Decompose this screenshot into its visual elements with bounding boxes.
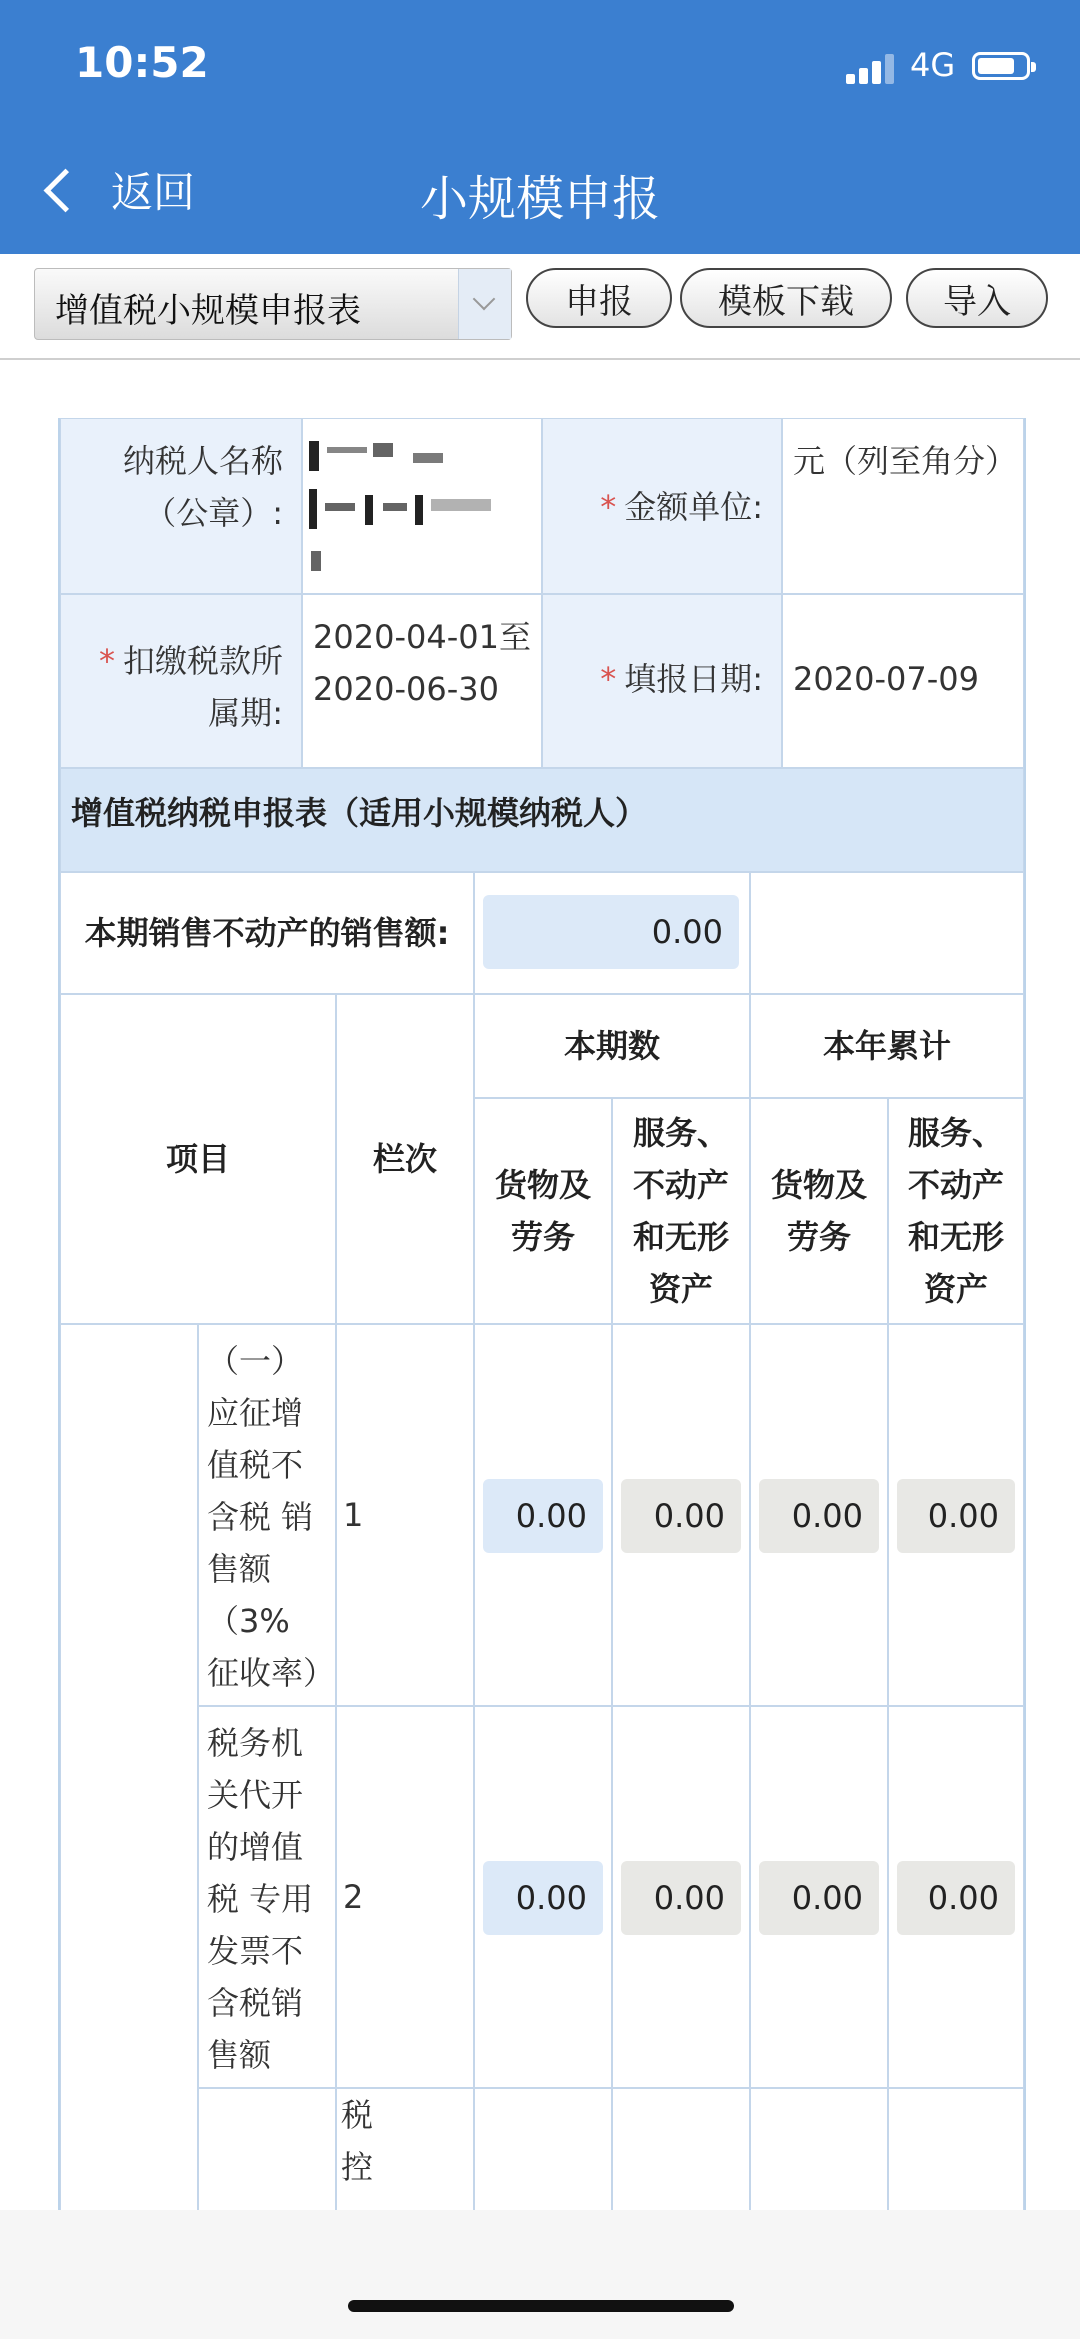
period-value: 2020-04-01至2020-06-30 [302,594,542,768]
row-1-ytd-goods-value: 0.00 [759,1479,879,1553]
row-1-cell-4 [888,1324,1024,1706]
row-1-cur-goods-input[interactable]: 0.00 [483,1479,603,1553]
home-indicator[interactable] [348,2300,734,2312]
toolbar [0,254,1080,360]
row-1-cur-services-value: 0.00 [621,1479,741,1553]
row-3-line-pad [374,2088,474,2210]
back-label: 返回 [111,168,196,217]
row-1-ytd-services-value: 0.00 [897,1479,1015,1553]
form-type-select[interactable] [34,268,512,340]
header-cur-goods: 货物及劳务 [474,1098,612,1324]
empty-cell [750,872,1024,994]
row-2-item: 税务机关代开的增值税 专用发票不含税销售额 [198,1706,336,2088]
row-1-line: 1 [336,1324,474,1706]
declare-button[interactable]: 申报 [526,268,672,328]
status-time: 10:52 [75,38,209,87]
row-2-cell-2 [612,1706,750,2088]
header-current-period: 本期数 [474,994,750,1098]
header-ytd-services: 服务、不动产和无形资产 [888,1098,1024,1324]
header-line: 栏次 [336,994,474,1324]
bottom-bar [0,2210,1080,2339]
row-3-cell-1 [474,2088,612,2210]
row-3-cell-4 [888,2088,1024,2210]
row-3-item [198,2088,336,2210]
amount-unit-label: * 金额单位: [542,418,782,594]
template-download-button[interactable]: 模板下载 [680,268,892,328]
real-estate-sales-cell [474,872,750,994]
section-title: 增值税纳税申报表（适用小规模纳税人） [60,768,1024,872]
network-type: 4G [910,46,956,84]
top-bar [0,0,1080,254]
page-title: 小规模申报 [419,171,660,227]
group-column [60,1324,198,2210]
row-1-cell-2 [612,1324,750,1706]
dropdown-arrow-icon[interactable] [458,269,511,339]
real-estate-sales-label: 本期销售不动产的销售额: [60,872,474,994]
period-label: * 扣缴税款所属期: [60,594,302,768]
row-2-cur-services-value: 0.00 [621,1861,741,1935]
form-type-value: 增值税小规模申报表 [55,291,361,331]
fill-date-label: * 填报日期: [542,594,782,768]
row-3-line: 税控 [336,2088,376,2210]
row-1-item: （一）应征增值税不含税 销售额（3% 征收率） [198,1324,336,1706]
real-estate-sales-input[interactable]: 0.00 [483,895,739,969]
row-2-cur-goods-input[interactable]: 0.00 [483,1861,603,1935]
row-1-cell-1 [474,1324,612,1706]
row-2-cell-4 [888,1706,1024,2088]
import-button[interactable]: 导入 [906,268,1048,328]
row-2-ytd-goods-value: 0.00 [759,1861,879,1935]
row-3-cell-2 [612,2088,750,2210]
signal-icon [846,50,896,84]
header-item: 项目 [60,994,336,1324]
taxpayer-name-label: 纳税人名称（公章）: [60,418,302,594]
declaration-form [58,418,1026,2210]
row-3-cell-3 [750,2088,888,2210]
header-year-to-date: 本年累计 [750,994,1024,1098]
fill-date-value: 2020-07-09 [782,594,1024,768]
battery-icon [972,52,1030,80]
header-cur-services: 服务、不动产和无形资产 [612,1098,750,1324]
row-2-ytd-services-value: 0.00 [897,1861,1015,1935]
row-2-cell-3 [750,1706,888,2088]
row-2-cell-1 [474,1706,612,2088]
header-ytd-goods: 货物及劳务 [750,1098,888,1324]
taxpayer-name-value [302,418,542,594]
row-2-line: 2 [336,1706,474,2088]
amount-unit-value: 元（列至角分） [782,418,1024,594]
row-1-cell-3 [750,1324,888,1706]
